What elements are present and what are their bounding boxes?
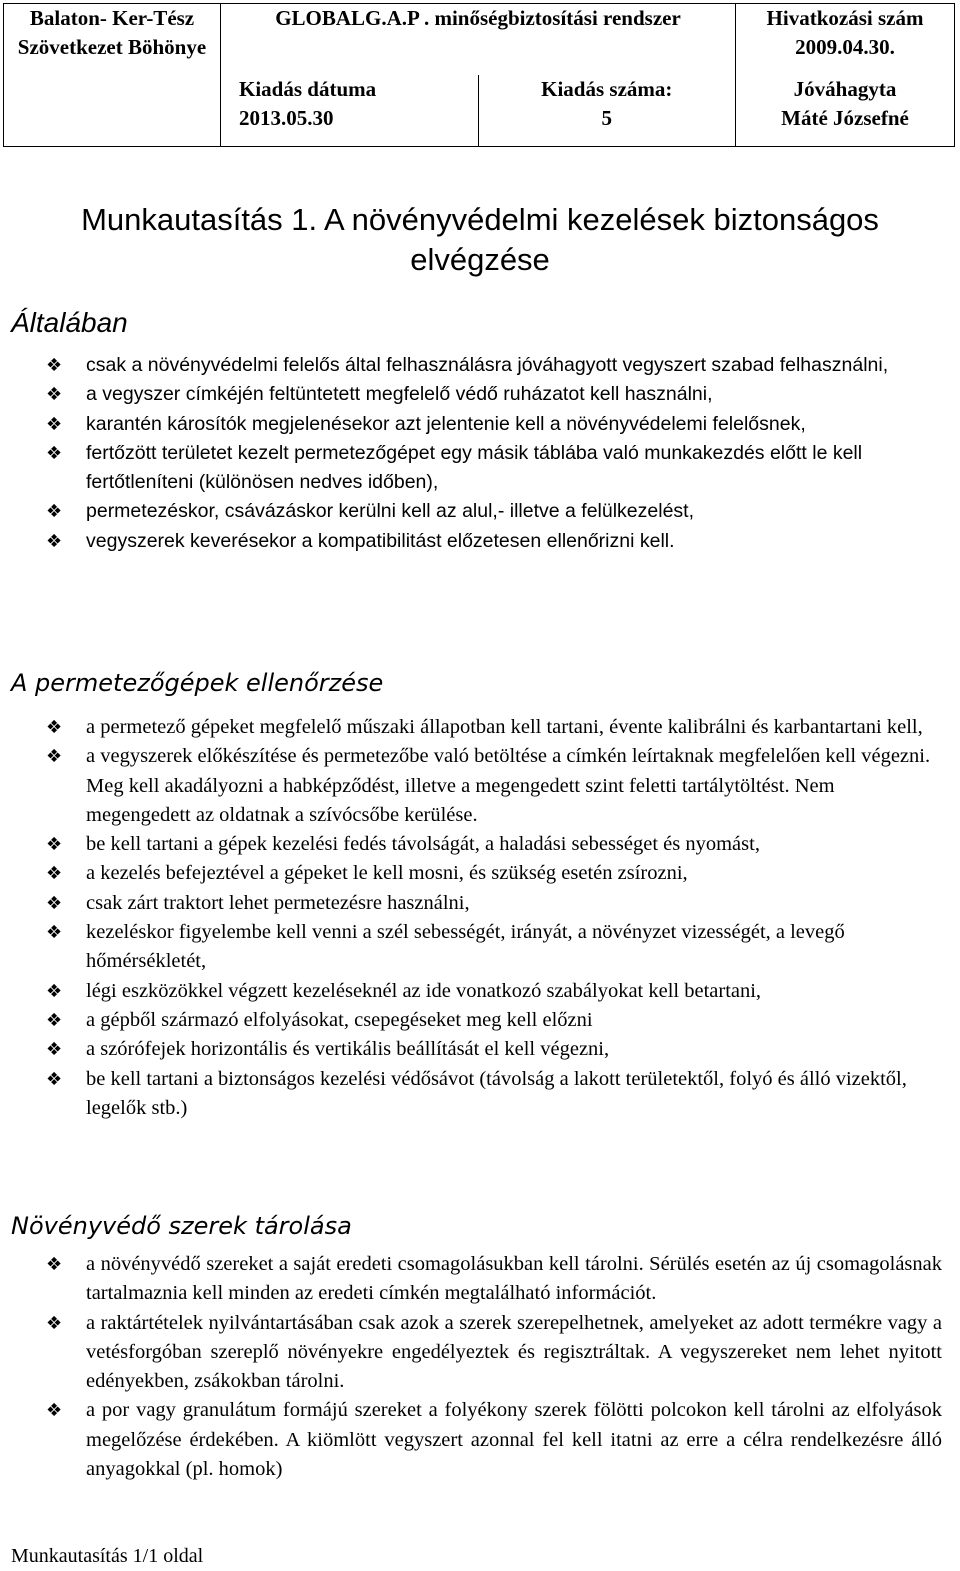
document-title-line-1: Munkautasítás 1. A növényvédelmi kezelések biztonságos	[81, 202, 879, 237]
list-item: ❖ a vegyszerek előkészítése és permetezőbe való betöltése a címkén leírtaknak megfelelően kell végezni. Meg kell akadályozni a habképződést, illetve a megengedett szint feletti tartálytöltést. Nem megengedett az oldatnak a szívócsőbe kerülése.	[46, 742, 942, 830]
header-issue-date	[221, 75, 479, 147]
sprayer-rules-list	[46, 713, 942, 1123]
list-item: ❖ a por vagy granulátum formájú szereket a folyékony szerek fölötti polcokon kell tárolni az elfolyások megelőzése érdekében. A kiömlött vegyszert azonnal fel kell itatni az erre a célra rendelkezésre álló anyagokkal (pl. homok)	[46, 1396, 942, 1484]
list-item: ❖ csak a növényvédelmi felelős által felhasználásra jóváhagyott vegyszert szabad felhasználni,	[46, 351, 942, 380]
list-item: ❖ vegyszerek keverésekor a kompatibilitást előzetesen ellenőrizni kell.	[46, 527, 942, 556]
header-organization: Balaton- Ker-Tész Szövetkezet Böhönye	[4, 4, 221, 147]
storage-rules-list	[46, 1250, 942, 1484]
header-issue-number	[478, 75, 736, 147]
list-item: ❖ csak zárt traktort lehet permetezésre használni,	[46, 889, 942, 918]
section-heading-sprayers: A permetezőgépek ellenőrzése	[11, 669, 384, 697]
header-ref-value: 2009.04.30.	[795, 35, 895, 59]
header-issue-date-label: Kiadás dátuma	[239, 77, 377, 101]
list-item: ❖ fertőzött területet kezelt permetezőgépet egy másik táblába való munkakezdés előtt le kell fertőtleníteni (különösen nedves időben),	[46, 439, 942, 498]
list-item: ❖ karantén károsítók megjelenésekor azt jelentenie kell a növényvédelemi felelősnek,	[46, 410, 942, 439]
document-title	[0, 200, 960, 280]
header-issue-number-label: Kiadás száma:	[541, 77, 673, 101]
header-ref-label: Hivatkozási szám	[766, 6, 924, 30]
list-item: ❖ be kell tartani a biztonságos kezelési védősávot (távolság a lakott területektől, folyó és álló vizektől, legelők stb.)	[46, 1065, 942, 1124]
header-approval	[736, 75, 955, 147]
list-item: ❖ a kezelés befejeztével a gépeket le kell mosni, és szükség esetén zsírozni,	[46, 859, 942, 888]
section-heading-general: Általában	[11, 307, 128, 338]
list-item: ❖ légi eszközökkel végzett kezeléseknél az ide vonatkozó szabályokat kell betartani,	[46, 977, 942, 1006]
header-approved-by: Máté Józsefné	[781, 106, 909, 130]
section-heading-storage: Növényvédő szerek tárolása	[11, 1212, 352, 1240]
list-item: ❖ a permetező gépeket megfelelő műszaki állapotban kell tartani, évente kalibrálni és karbantartani kell,	[46, 713, 942, 742]
list-item: ❖ a vegyszer címkéjén feltüntetett megfelelő védő ruházatot kell használni,	[46, 380, 942, 409]
list-item: ❖ kezeléskor figyelembe kell venni a szél sebességét, irányát, a növényzet vizességét, a levegő hőmérsékletét,	[46, 918, 942, 977]
header-issue-date-value: 2013.05.30	[239, 106, 334, 130]
header-system: GLOBALG.A.P . minőségbiztosítási rendszer	[221, 4, 736, 76]
list-item: ❖ a növényvédő szereket a saját eredeti csomagolásukban kell tárolni. Sérülés esetén az új csomagolásnak tartalmaznia kell minden az eredeti címkén megtalálható információt.	[46, 1250, 942, 1309]
list-item: ❖ be kell tartani a gépek kezelési fedés távolságát, a haladási sebességet és nyomást,	[46, 830, 942, 859]
list-item: ❖ a gépből származó elfolyásokat, csepegéseket meg kell előzni	[46, 1006, 942, 1035]
document-header-table	[3, 3, 955, 147]
list-item: ❖ a szórófejek horizontális és vertikális beállítását el kell végezni,	[46, 1035, 942, 1064]
list-item: ❖ permetezéskor, csávázáskor kerülni kell az alul,- illetve a felülkezelést,	[46, 497, 942, 526]
document-title-line-2: elvégzése	[410, 242, 550, 277]
list-item: ❖ a raktártételek nyilvántartásában csak azok a szerek szerepelhetnek, amelyeket az adott termékre vagy a vetésforgóban szereplő növényekre engedélyeztek és regisztráltak. A vegyszereket nem lehet nyitott edényekben, zsákokban tárolni.	[46, 1309, 942, 1397]
header-approved-label: Jóváhagyta	[793, 77, 897, 101]
header-issue-number-value: 5	[601, 106, 612, 130]
header-reference	[736, 4, 955, 76]
general-rules-list	[46, 351, 942, 556]
page-footer: Munkautasítás 1/1 oldal	[11, 1545, 204, 1567]
